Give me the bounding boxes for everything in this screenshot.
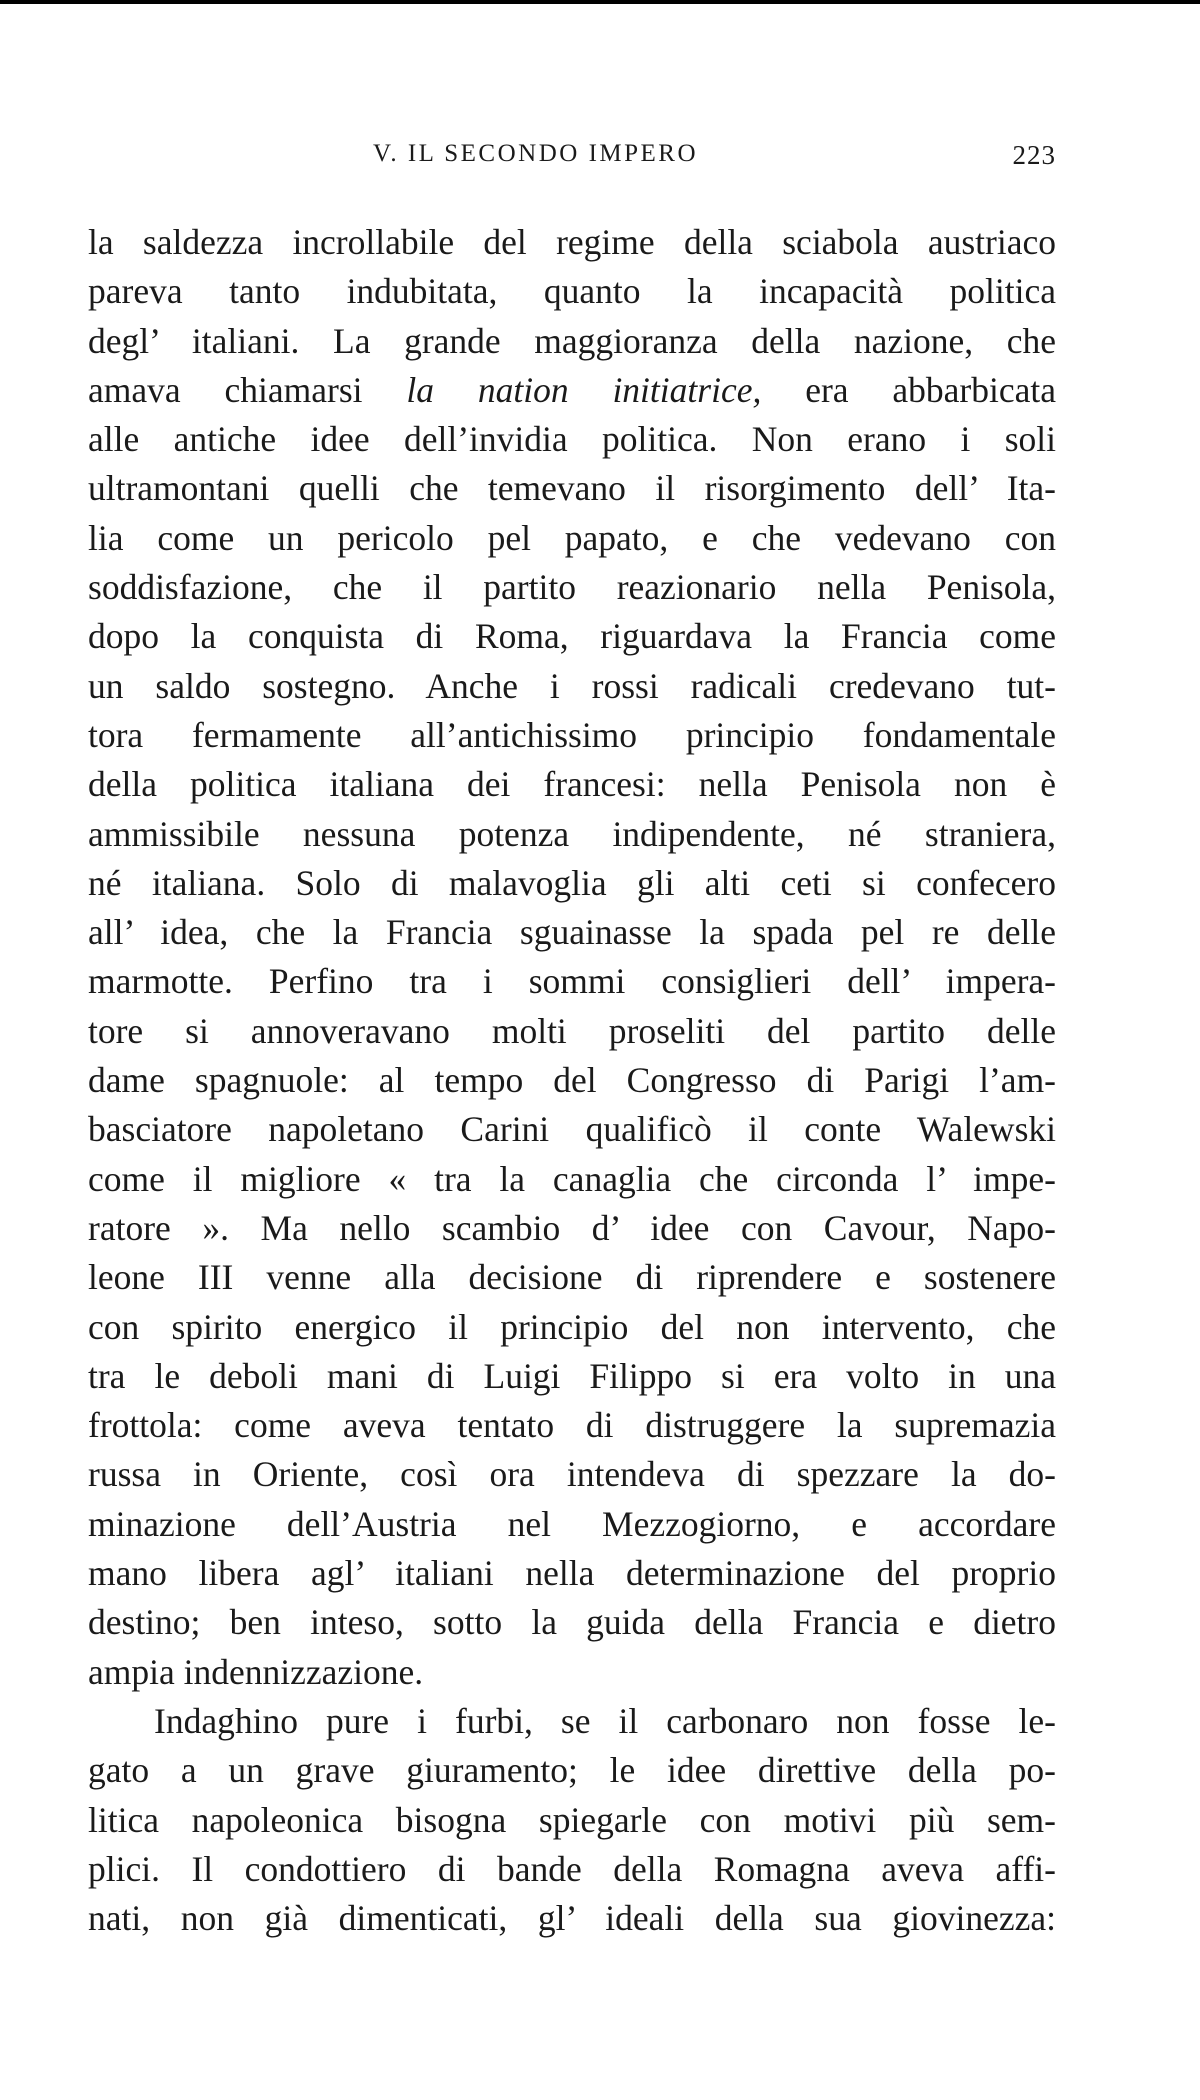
text-line: con spirito energico il principio del non intervento, che (88, 1306, 1056, 1347)
text-line: russa in Oriente, così ora intendeva di spezzare la do- (88, 1454, 1056, 1495)
text-line: nati, non già dimenticati, gl’ ideali della sua giovinezza: (88, 1898, 1056, 1939)
text-line: destino; ben inteso, sotto la guida della Francia e dietro (88, 1602, 1056, 1643)
text-segment: era abbarbicata (805, 369, 1057, 410)
text-line: né italiana. Solo di malavoglia gli alti ceti si confecero (88, 862, 1056, 903)
text-line: minazione dell’Austria nel Mezzogiorno, e accordare (88, 1503, 1056, 1544)
text-segment: amava chiamarsi (88, 369, 363, 410)
text-line: marmotte. Perfino tra i sommi consiglieri dell’ impera- (88, 961, 1056, 1002)
text-line: dame spagnuole: al tempo del Congresso di Parigi l’am- (88, 1060, 1056, 1101)
text-line: come il migliore « tra la canaglia che circonda l’ impe- (88, 1158, 1056, 1199)
body-text (88, 218, 1056, 1943)
text-line: frottola: come aveva tentato di distruggere la supremazia (88, 1405, 1056, 1446)
text-line: tore si annoveravano molti proseliti del partito delle (88, 1010, 1056, 1051)
text-line: plici. Il condottiero di bande della Romagna aveva affi- (88, 1848, 1056, 1889)
text-line: ammissibile nessuna potenza indipendente, né straniera, (88, 813, 1056, 854)
text-line: litica napoleonica bisogna spiegarle con motivi più sem- (88, 1799, 1056, 1840)
text-line: alle antiche idee dell’invidia politica. Non erano i soli (88, 419, 1056, 460)
text-line: della politica italiana dei francesi: nella Penisola non è (88, 764, 1056, 805)
italic-phrase: la nation initiatrice, (406, 369, 762, 410)
text-line: ultramontani quelli che temevano il risorgimento dell’ Ita- (88, 468, 1056, 509)
text-line: la saldezza incrollabile del regime della sciabola austriaco (88, 222, 1056, 262)
text-line: soddisfazione, che il partito reazionario nella Penisola, (88, 567, 1056, 608)
text-line: un saldo sostegno. Anche i rossi radicali credevano tut- (88, 665, 1056, 706)
page-number: 223 (1012, 140, 1056, 170)
text-line: tora fermamente all’antichissimo principio fondamentale (88, 714, 1056, 755)
top-edge-rule (0, 0, 1200, 4)
page-header (88, 140, 1056, 180)
running-head: V. IL SECONDO IMPERO (373, 140, 699, 167)
text-line: all’ idea, che la Francia sguainasse la spada pel re delle (88, 912, 1056, 953)
text-line: tra le deboli mani di Luigi Filippo si era volto in una (88, 1355, 1056, 1396)
text-line: basciatore napoletano Carini qualificò il conte Walewski (88, 1109, 1056, 1150)
text-line: ampia indennizzazione. (88, 1651, 424, 1692)
text-line: lia come un pericolo pel papato, e che vedevano con (88, 517, 1056, 558)
text-line: degl’ italiani. La grande maggioranza della nazione, che (88, 320, 1056, 361)
text-line: Indaghino pure i furbi, se il carbonaro non fosse le- (154, 1700, 1056, 1741)
text-line: leone III venne alla decisione di riprendere e sostenere (88, 1257, 1056, 1298)
text-line: gato a un grave giuramento; le idee direttive della po- (88, 1750, 1056, 1791)
text-line: mano libera agl’ italiani nella determinazione del proprio (88, 1553, 1056, 1594)
text-line: dopo la conquista di Roma, riguardava la Francia come (88, 616, 1056, 657)
text-line: ratore ». Ma nello scambio d’ idee con Cavour, Napo- (88, 1207, 1056, 1248)
text-line-with-italic (88, 366, 1056, 415)
text-line: pareva tanto indubitata, quanto la incapacità politica (88, 271, 1056, 312)
